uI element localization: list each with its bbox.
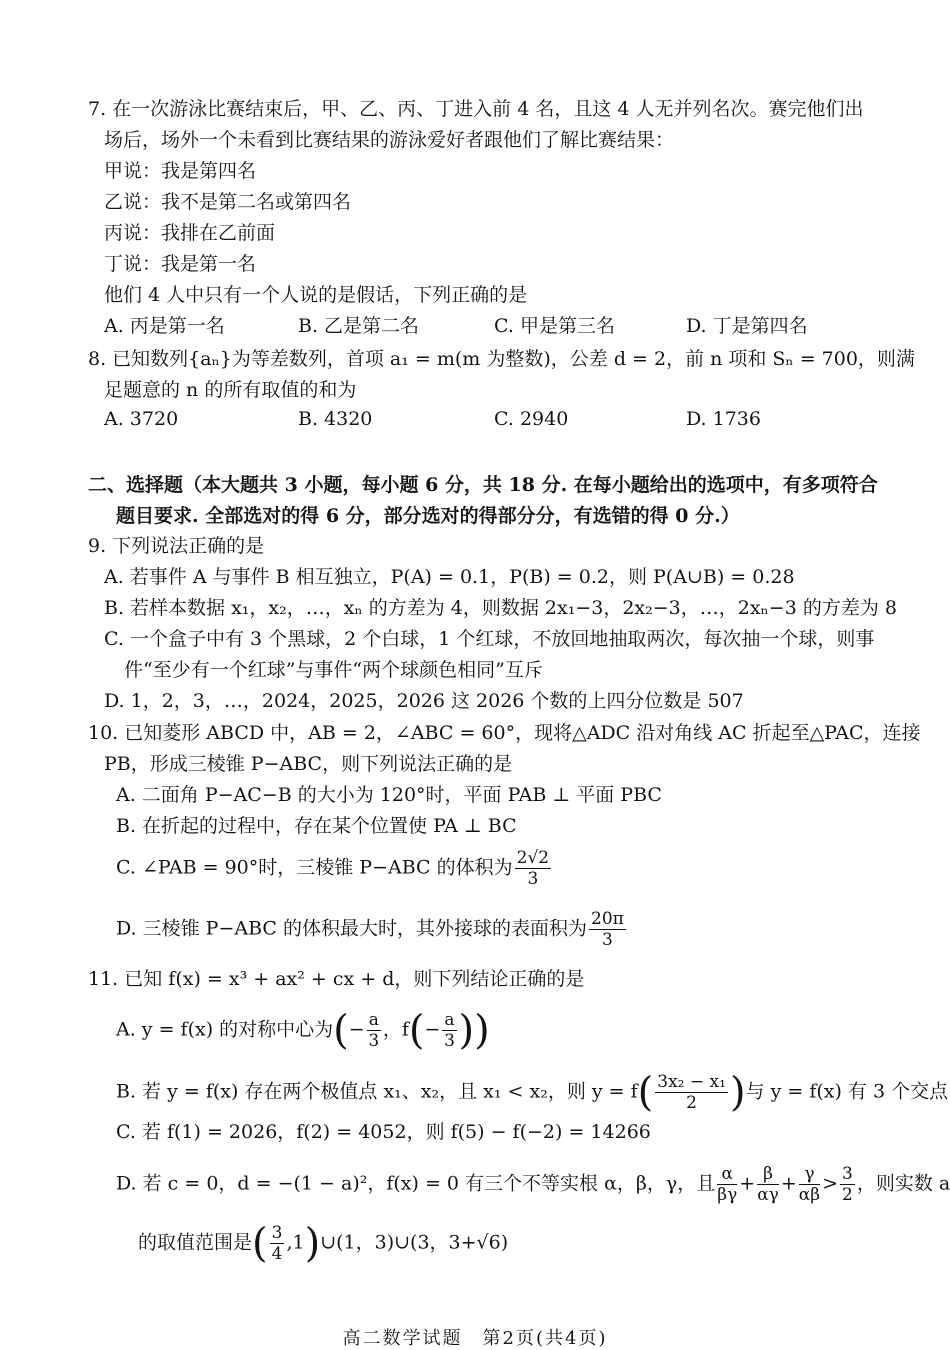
q10-option-c-text: C. ∠PAB = 90°时，三棱锥 P−ABC 的体积为 [116, 856, 513, 879]
q11-option-a-fraction2 [442, 1010, 456, 1051]
q8-option-c: C. 2940 [494, 408, 569, 430]
q9-option-d: D. 1，2，3，…，2024，2025，2026 这 2026 个数的上四分位数是 507 [104, 690, 744, 712]
q11-option-a-num2: a [444, 1010, 455, 1030]
q7-option-c: C. 甲是第三名 [494, 315, 615, 337]
q11-option-d-line2-range: ∪(1，3)∪(3，3+√6) [320, 1231, 509, 1254]
q7-statement-yi: 乙说：我不是第二名或第四名 [104, 191, 352, 213]
q11-option-d-text1: D. 若 c = 0，d = −(1 − a)²，f(x) = 0 有三个不等实根 α，β，γ，且 [116, 1172, 716, 1195]
q11-option-a-minus: − [348, 1018, 365, 1041]
q11-option-b [116, 1069, 949, 1116]
q10-option-d [116, 909, 628, 950]
q11-d-frac2-den: αγ [757, 1185, 779, 1205]
q9-option-a: A. 若事件 A 与事件 B 相互独立，P(A) = 0.1，P(B) = 0.2，则 P(A∪B) = 0.28 [104, 566, 795, 588]
q9-option-c-line1: C. 一个盒子中有 3 个黑球，2 个白球，1 个红球，不放回地抽取两次，每次抽一个球，则事 [104, 628, 875, 650]
q10-line1: 10. 已知菱形 ABCD 中，AB = 2，∠ABC = 60°，现将△ADC 沿对角线 AC 折起至△PAC，连接 [88, 722, 921, 744]
q11-option-a-den2: 3 [444, 1031, 455, 1051]
section2-heading-line1: 二、选择题（本大题共 3 小题，每小题 6 分，共 18 分. 在每小题给出的选项中，有多项符合 [88, 474, 878, 496]
q11-option-d-line1: D. 若 c = 0，d = −(1 − a)²，f(x) = 0 有三个不等实根 α，β，γ，且 $\frac{\alpha}{\beta\gamma}$ + $\frac{\beta}{\alpha\gamma}$ + $\frac{\gamma}{\alpha\beta}$ > $\frac{3}{2}$ ，则实数 a [116, 1164, 950, 1205]
q11-d-frac4-den: 2 [841, 1185, 853, 1205]
q11-option-a-den1: 3 [368, 1031, 380, 1051]
q9-option-c-line2: 件“至少有一个红球”与事件“两个球颜色相同”互斥 [124, 659, 543, 681]
q8-line2: 足题意的 n 的所有取值的和为 [104, 379, 357, 401]
q11-option-b-text2: 与 y = f(x) 有 3 个交点 [745, 1080, 949, 1103]
q11-option-d-frac2 [757, 1164, 779, 1205]
q11-d-frac1-num: α [717, 1164, 737, 1185]
q10-option-c-numerator: 2√2 [516, 848, 550, 868]
right-paren-icon: ) [474, 1007, 490, 1054]
q11-option-a-text: A. y = f(x) 的对称中心为 [116, 1018, 334, 1041]
q11-option-a-minus2: − [424, 1018, 441, 1041]
right-paren-icon: ) [304, 1220, 321, 1267]
q10-option-c [116, 848, 553, 889]
q10-option-d-fraction [589, 909, 626, 950]
q10-line2: PB，形成三棱锥 P−ABC，则下列说法正确的是 [104, 753, 513, 775]
right-paren-icon: ) [729, 1069, 746, 1116]
q11-option-d-line2-text: 的取值范围是 [138, 1231, 253, 1254]
q11-stem: 11. 已知 f(x) = x³ + ax² + cx + d，则下列结论正确的是 [88, 968, 585, 990]
q7-line2: 场后，场外一个未看到比赛结果的游泳爱好者跟他们了解比赛结果： [104, 129, 675, 151]
q8-option-a: A. 3720 [104, 408, 179, 430]
left-paren-icon: ( [252, 1220, 268, 1267]
page-footer: 高二数学试题 第2页(共4页) [342, 1328, 608, 1349]
q11-d-frac2-num: β [757, 1164, 779, 1185]
q11-option-b-numerator: 3x₂ − x₁ [657, 1072, 726, 1092]
q8-option-d: D. 1736 [686, 408, 761, 430]
left-paren-icon: ( [637, 1069, 654, 1116]
q11-option-d-frac4 [840, 1164, 855, 1205]
q7-statement-ding: 丁说：我是第一名 [104, 253, 257, 275]
q11-d-frac3-num: γ [799, 1164, 820, 1185]
q11-d-frac5-num: 3 [271, 1223, 283, 1243]
q11-option-b-fraction [655, 1072, 728, 1113]
q11-option-a-mid: ，f [382, 1018, 409, 1041]
q11-option-d-frac5 [270, 1223, 285, 1264]
q7-option-b: B. 乙是第二名 [298, 315, 420, 337]
q7-option-d: D. 丁是第四名 [686, 315, 808, 337]
q11-option-d-text2: ，则实数 a [856, 1172, 950, 1195]
q7-line1: 7. 在一次游泳比赛结束后，甲、乙、丙、丁进入前 4 名，且这 4 人无并列名次。赛完他们出 [88, 98, 864, 120]
q10-option-b: B. 在折起的过程中，存在某个位置使 PA ⊥ BC [116, 815, 517, 837]
q7-option-a: A. 丙是第一名 [104, 315, 225, 337]
right-paren-icon: ) [458, 1007, 475, 1054]
q11-option-b-text1: B. 若 y = f(x) 存在两个极值点 x₁、x₂，且 x₁ < x₂，则 y = f [116, 1080, 638, 1103]
q7-statement-jia: 甲说：我是第四名 [104, 160, 257, 182]
q11-option-d-line2: 的取值范围是( $\frac{3}{4}$ ,1)∪(1，3)∪(3，3+√6) [138, 1220, 509, 1267]
q8-option-b: B. 4320 [298, 408, 373, 430]
q11-d-frac1-den: βγ [717, 1185, 738, 1205]
q11-option-a [116, 1007, 490, 1054]
q7-statement-bing: 丙说：我排在乙前面 [104, 222, 276, 244]
q9-stem: 9. 下列说法正确的是 [88, 535, 265, 557]
q11-option-c: C. 若 f(1) = 2026，f(2) = 4052，则 f(5) − f(−2) = 14266 [116, 1121, 651, 1143]
q11-d-frac3-den: αβ [798, 1185, 821, 1205]
q8-line1: 8. 已知数列{aₙ}为等差数列，首项 a₁ = m(m 为整数)，公差 d = 2，前 n 项和 Sₙ = 700，则满 [88, 348, 915, 370]
q11-option-d-frac1 [717, 1164, 737, 1205]
q10-option-d-denominator: 3 [601, 930, 613, 950]
q9-option-b: B. 若样本数据 x₁，x₂，…，xₙ 的方差为 4，则数据 2x₁−3，2x₂−3，…，2xₙ−3 的方差为 8 [104, 597, 897, 619]
q10-option-d-numerator: 20π [591, 909, 624, 929]
q11-option-d-gt: > [822, 1172, 838, 1195]
q10-option-c-denominator: 3 [527, 869, 539, 889]
q11-option-b-denominator: 2 [686, 1093, 697, 1113]
q11-option-a-num1: a [368, 1010, 379, 1030]
q11-option-d-frac3 [799, 1164, 820, 1205]
section2-heading-line2: 题目要求. 全部选对的得 6 分，部分选对的得部分分，有选错的得 0 分.） [116, 505, 740, 527]
q10-option-d-text: D. 三棱锥 P−ABC 的体积最大时，其外接球的表面积为 [116, 917, 587, 940]
left-paren-icon: ( [408, 1007, 425, 1054]
q11-d-frac5-den: 4 [271, 1244, 283, 1264]
q10-option-c-fraction [515, 848, 551, 889]
q11-d-frac4-num: 3 [841, 1164, 853, 1184]
q7-line7: 他们 4 人中只有一个人说的是假话，下列正确的是 [104, 284, 528, 306]
q11-option-a-fraction1 [367, 1010, 381, 1051]
left-paren-icon: ( [333, 1007, 349, 1054]
q10-option-a: A. 二面角 P−AC−B 的大小为 120°时，平面 PAB ⊥ 平面 PBC [116, 784, 662, 806]
